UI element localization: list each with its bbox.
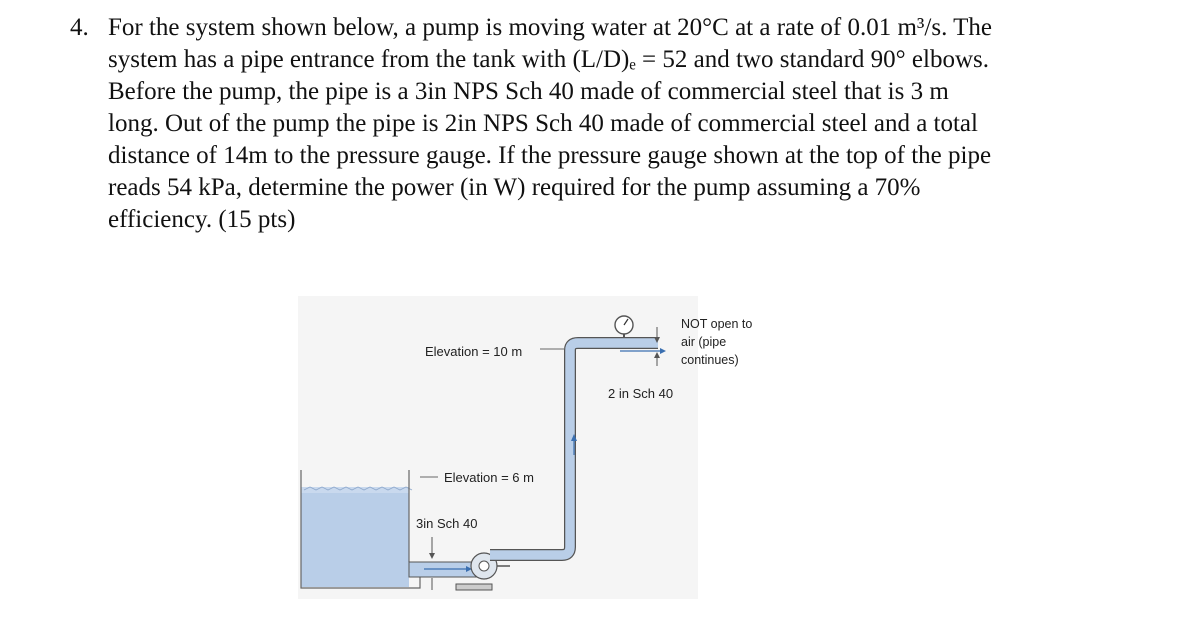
water-tank xyxy=(301,470,420,588)
outlet-note-line: NOT open to xyxy=(681,317,753,331)
suction-pipe-label: 3in Sch 40 xyxy=(416,516,478,531)
problem-line: Before the pump, the pipe is a 3in NPS Sch 40 made of commercial steel that is 3 m xyxy=(108,78,949,105)
elevation-top-label: Elevation = 10 m xyxy=(425,344,523,359)
problem-number: 4. xyxy=(70,14,89,41)
elevation-tank-label: Elevation = 6 m xyxy=(444,470,534,485)
problem-line: long. Out of the pump the pipe is 2in NPS Sch 40 made of commercial steel and a total xyxy=(108,110,978,137)
problem-line: For the system shown below, a pump is moving water at 20°C at a rate of 0.01 m³/s. The xyxy=(108,14,993,41)
outlet-note-line: continues) xyxy=(681,353,739,367)
outlet-note-line: air (pipe xyxy=(681,335,727,349)
problem-line: system has a pipe entrance from the tank with (L/D)ₑ = 52 and two standard 90° elbows. xyxy=(108,46,989,73)
discharge-pipe-label: 2 in Sch 40 xyxy=(608,386,674,401)
problem-line: distance of 14m to the pressure gauge. If the pressure gauge shown at the top of the pipe xyxy=(108,142,992,169)
suction-pipe xyxy=(409,562,477,577)
problem-line: efficiency. (15 pts) xyxy=(108,206,296,233)
problem-line: reads 54 kPa, determine the power (in W) required for the pump assuming a 70% xyxy=(108,174,921,201)
